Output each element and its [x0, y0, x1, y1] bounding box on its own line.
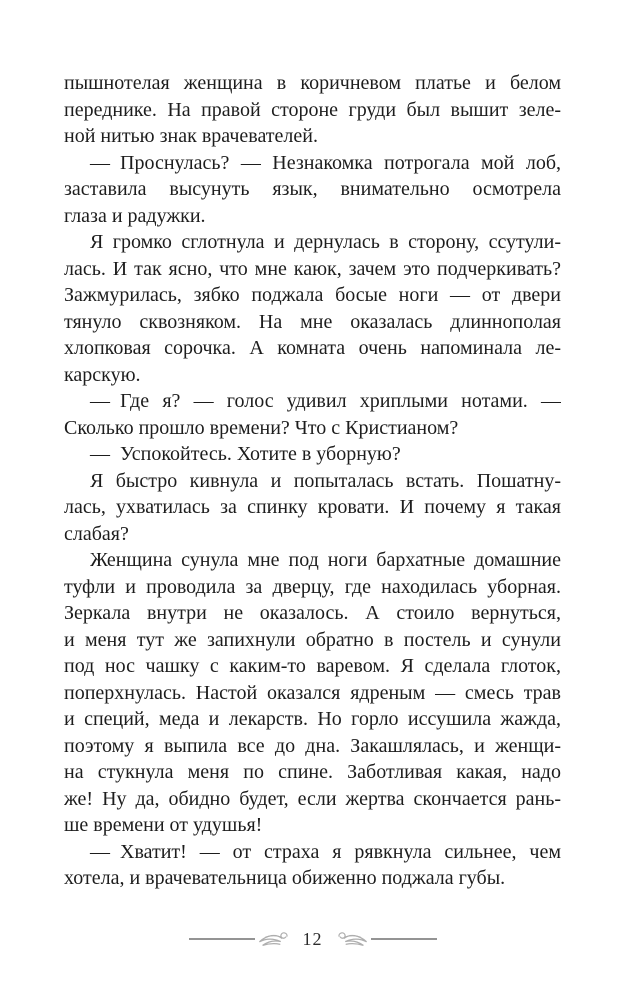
text-line: карскую.: [64, 363, 141, 386]
text-line: Сколько прошло времени? Что с Кристианом?: [64, 416, 459, 439]
text-line: на стукнула меня по спине. Заботливая какая, надо: [64, 761, 561, 783]
page-text: [64, 70, 561, 892]
text-line: лась. И так ясно, что мне каюк, зачем это подчеркивать?: [64, 257, 561, 280]
text-line: же! Ну да, обидно будет, если жертва скончается рань-: [64, 787, 561, 810]
paragraph: [64, 70, 561, 150]
text-line: пышнотелая женщина в коричневом платье и белом: [64, 72, 561, 94]
text-line: ше времени от удушья!: [64, 814, 263, 836]
footer-rule-left: [189, 938, 255, 940]
text-line: слабая?: [64, 522, 129, 545]
text-line: ной нитью знак врачевателей.: [64, 125, 318, 147]
floral-flourish-right-icon: [335, 928, 371, 950]
text-line: и специй, меда и лекарств. Но горло иссушила жажда,: [64, 708, 561, 730]
text-line: — Успокойтесь. Хотите в уборную?: [90, 443, 401, 465]
text-line: хотела, и врачевательница обиженно поджала губы.: [64, 867, 506, 889]
page-footer: [0, 924, 625, 954]
paragraph: [64, 547, 561, 839]
text-line: хлопковая сорочка. А комната очень напоминала ле-: [64, 337, 561, 359]
text-line: туфли и проводила за дверцу, где находилась уборная.: [64, 575, 561, 598]
text-line: и меня тут же запихнули обратно в постель и сунули: [64, 628, 561, 651]
text-line: — Где я? — голос удивил хриплыми нотами. —: [90, 390, 561, 412]
text-line: лась, ухватилась за спинку кровати. И почему я такая: [64, 496, 561, 518]
paragraph: [64, 388, 561, 441]
paragraph: [64, 839, 561, 892]
paragraph: [64, 468, 561, 548]
page-number: 12: [302, 928, 323, 949]
text-line: Женщина сунула мне под ноги бархатные домашние: [90, 549, 561, 571]
text-line: переднике. На правой стороне груди был вышит зеле-: [64, 98, 561, 121]
text-line: тянуло сквозняком. На мне оказалась длиннополая: [64, 310, 561, 333]
text-line: заставила высунуть язык, внимательно осмотрела: [64, 178, 561, 200]
paragraph: [64, 441, 561, 468]
text-line: поэтому я выпила все до дна. Закашлялась, и женщи-: [64, 734, 561, 757]
text-line: под нос чашку с каким-то варевом. Я сделала глоток,: [64, 655, 561, 677]
text-line: — Хватит! — от страха я рявкнула сильнее, чем: [90, 840, 561, 863]
floral-flourish-left-icon: [255, 928, 291, 950]
text-line: — Проснулась? — Незнакомка потрогала мой лоб,: [90, 151, 561, 174]
text-line: Я быстро кивнула и попыталась встать. Пошатну-: [90, 469, 561, 492]
footer-rule-right: [371, 938, 437, 940]
paragraph: [64, 229, 561, 388]
text-line: Зажмурилась, зябко поджала босые ноги — от двери: [64, 284, 561, 306]
text-line: Зеркала внутри не оказалось. А стоило вернуться,: [64, 602, 561, 624]
paragraph: [64, 150, 561, 230]
text-line: поперхнулась. Настой оказался ядреным — смесь трав: [64, 681, 561, 704]
text-line: Я громко сглотнула и дернулась в сторону, ссутули-: [90, 231, 561, 253]
text-line: глаза и радужки.: [64, 204, 206, 227]
